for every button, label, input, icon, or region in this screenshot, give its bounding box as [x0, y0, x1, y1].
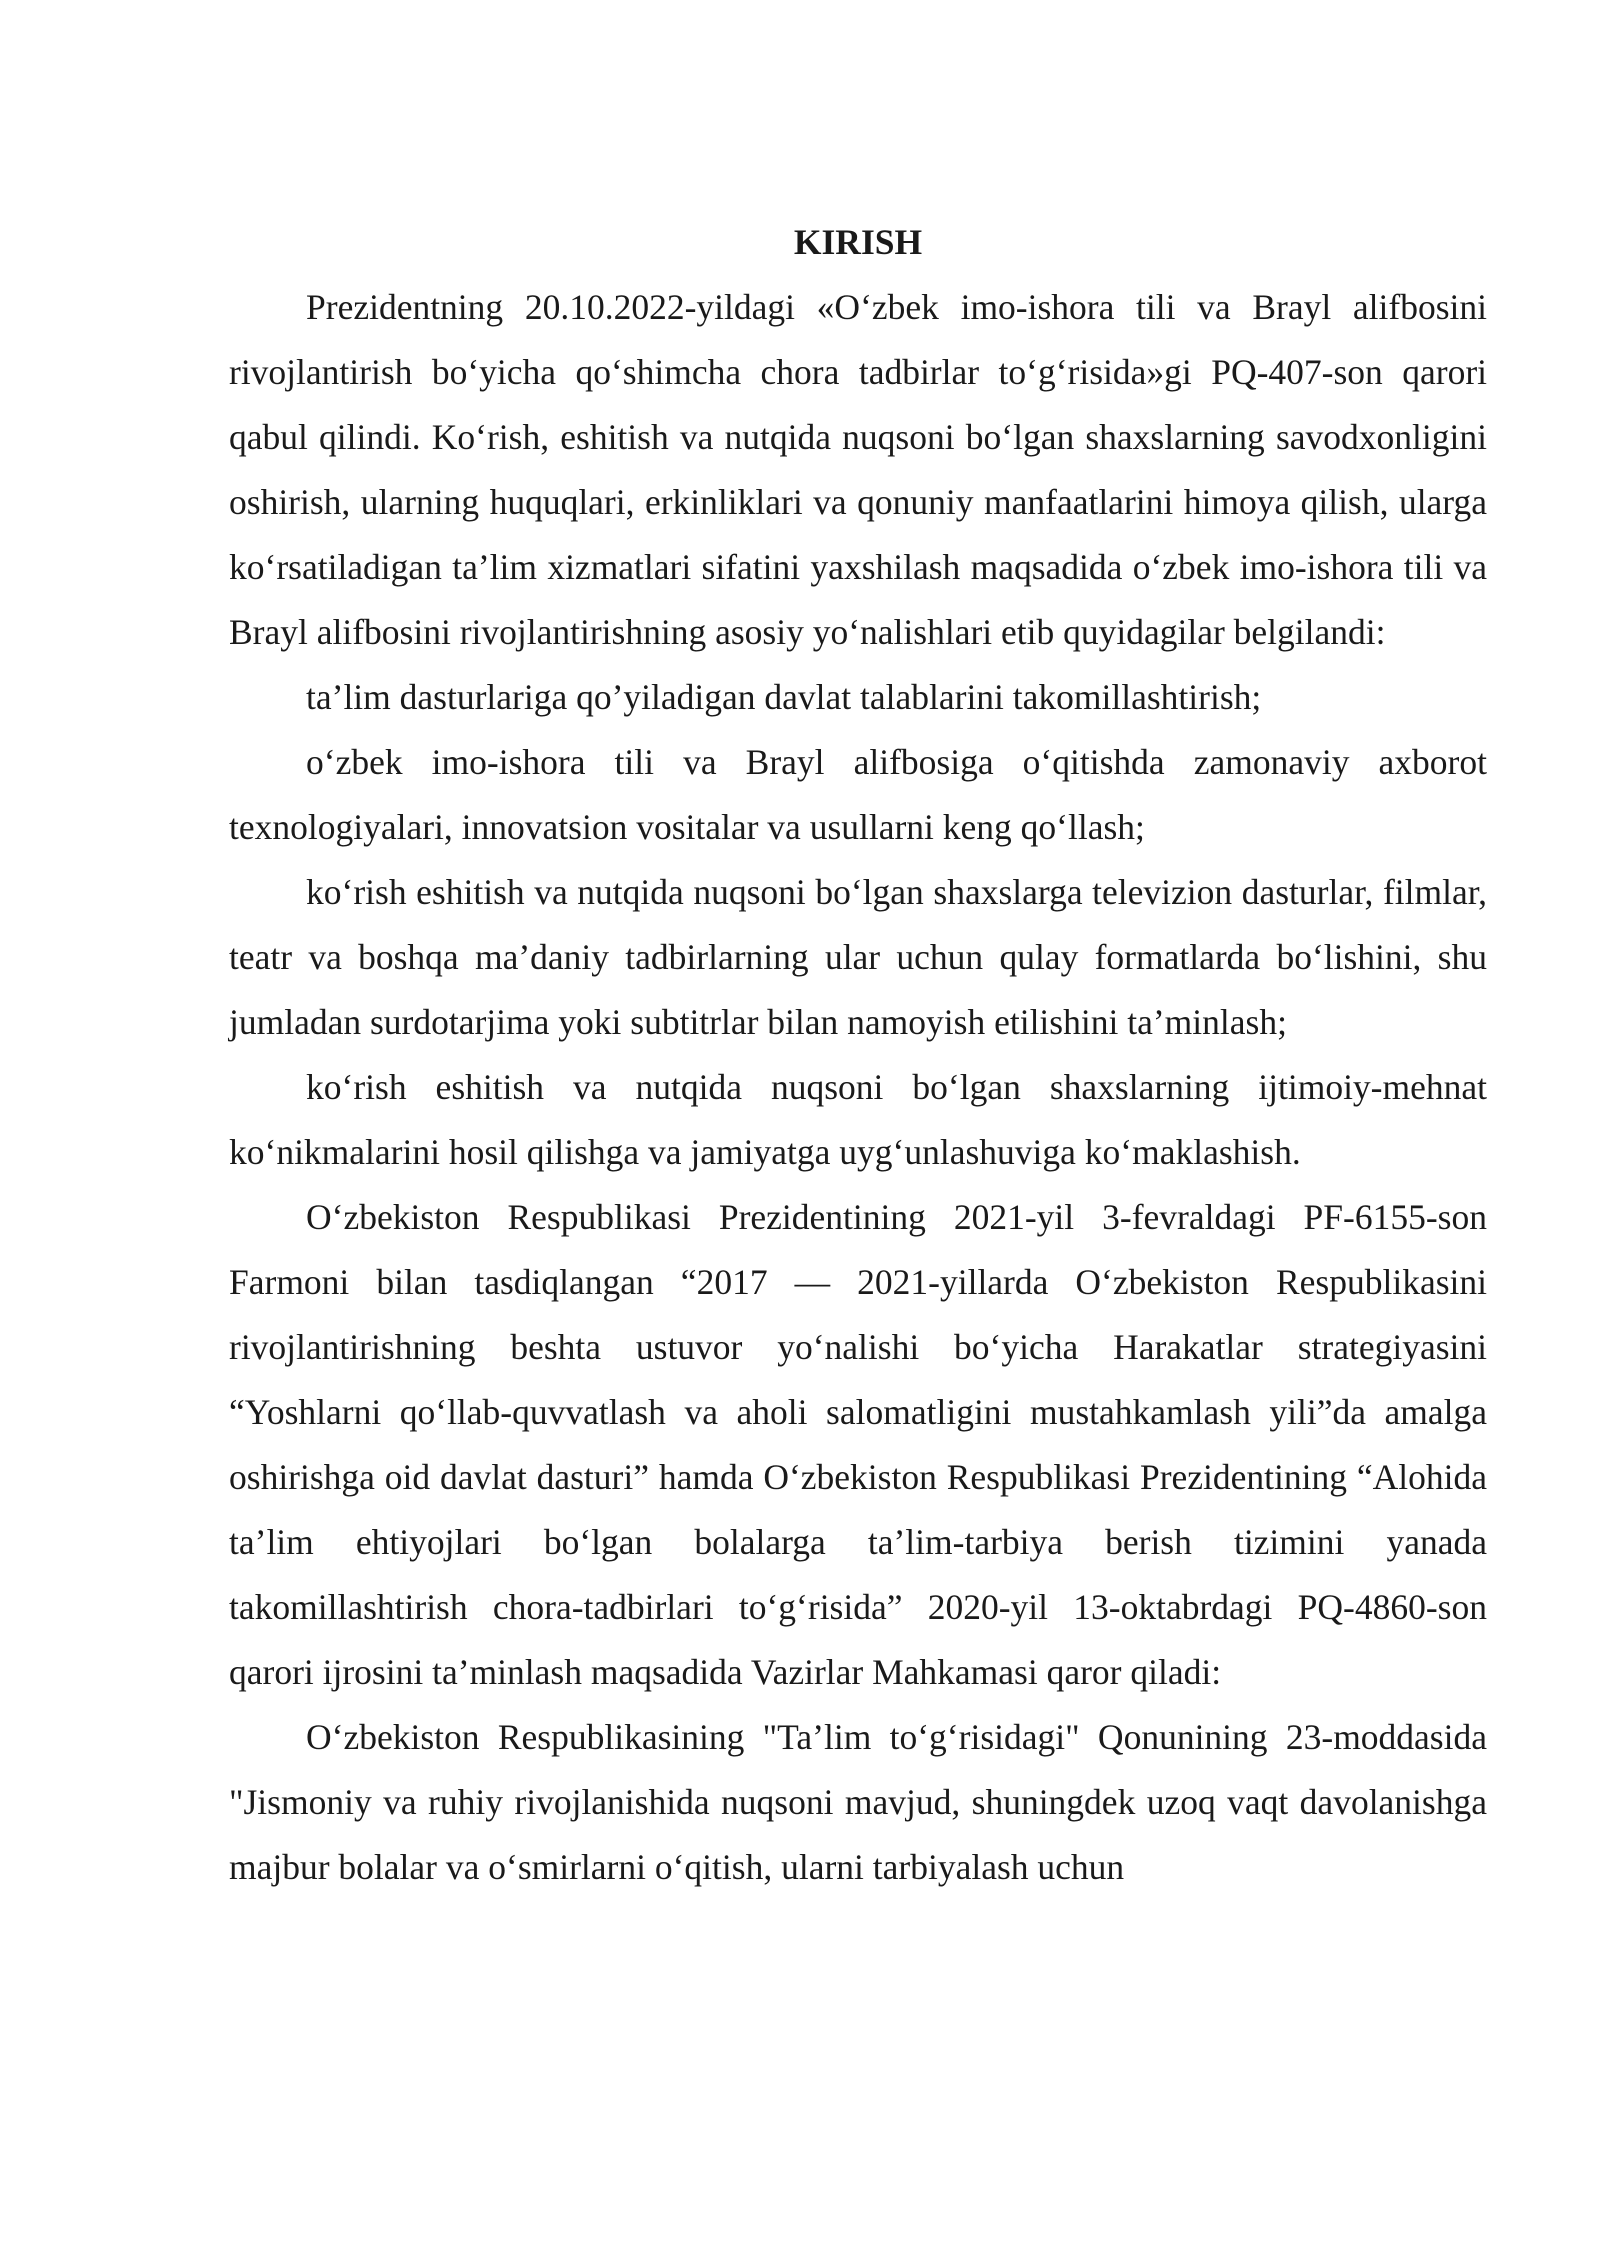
paragraph-item-technologies: o‘zbek imo-ishora tili va Brayl alifbosiga o‘qitishda zamonaviy axborot texnologiyalari, innovatsion vositalar va usullarni keng qo‘llash;	[229, 742, 1487, 847]
document-title: KIRISH	[793, 222, 923, 262]
paragraph-decree-intro: Prezidentning 20.10.2022-yildagi «O‘zbek imo-ishora tili va Brayl alifbosini rivojlantirish bo‘yicha qo‘shimcha chora tadbirlar to‘g‘risida»gi PQ-407-son qarori qabul qilindi. Ko‘rish, eshitish va nutqida nuqsoni bo‘lgan shaxslarning savodxonligini oshirish, ularning huquqlari, erkinliklari va qonuniy manfaatlarini himoya qilish, ularga ko‘rsatiladigan ta’lim xizmatlari sifatini yaxshilash maqsadida o‘zbek imo-ishora tili va Brayl alifbosini rivojlantirishning asosiy yo‘nalishlari etib quyidagilar belgilandi:	[229, 287, 1487, 652]
paragraph-presidential-decree: O‘zbekiston Respublikasi Prezidentining 2021-yil 3-fevraldagi PF-6155-son Farmoni bilan tasdiqlangan “2017 — 2021-yillarda O‘zbekiston Respublikasini rivojlantirishning beshta ustuvor yo‘nalishi bo‘yicha Harakatlar strategiyasini “Yoshlarni qo‘llab-quvvatlash va aholi salomatligini mustahkamlash yili”da amalga oshirishga oid davlat dasturi” hamda O‘zbekiston Respublikasi Prezidentining “Alohida ta’lim ehtiyojlari bo‘lgan bolalarga ta’lim-tarbiya berish tizimini yanada takomillashtirish chora-tadbirlari to‘g‘risida” 2020-yil 13-oktabrdagi PQ-4860-son qarori ijrosini ta’minlash maqsadida Vazirlar Mahkamasi qaror qiladi:	[229, 1197, 1487, 1692]
paragraph-education-law: O‘zbekiston Respublikasining "Ta’lim to‘g‘risidagi" Qonunining 23-moddasida "Jismoniy va ruhiy rivojlanishida nuqsoni mavjud, shuningdek uzoq vaqt davolanishga majbur bolalar va o‘smirlarni o‘qitish, ularni tarbiyalash uchun	[229, 1717, 1487, 1887]
document-body	[229, 210, 1487, 1900]
paragraph-item-social-skills: ko‘rish eshitish va nutqida nuqsoni bo‘lgan shaxslarning ijtimoiy-mehnat ko‘nikmalarini hosil qilishga va jamiyatga uyg‘unlashuviga ko‘maklashish.	[229, 1067, 1487, 1172]
paragraph-item-accessibility: ko‘rish eshitish va nutqida nuqsoni bo‘lgan shaxslarga televizion dasturlar, filmlar, teatr va boshqa ma’daniy tadbirlarning ular uchun qulay formatlarda bo‘lishini, shu jumladan surdotarjima yoki subtitrlar bilan namoyish etilishini ta’minlash;	[229, 872, 1487, 1042]
paragraph-item-curriculum: ta’lim dasturlariga qo’yiladigan davlat talablarini takomillashtirish;	[306, 677, 1262, 717]
